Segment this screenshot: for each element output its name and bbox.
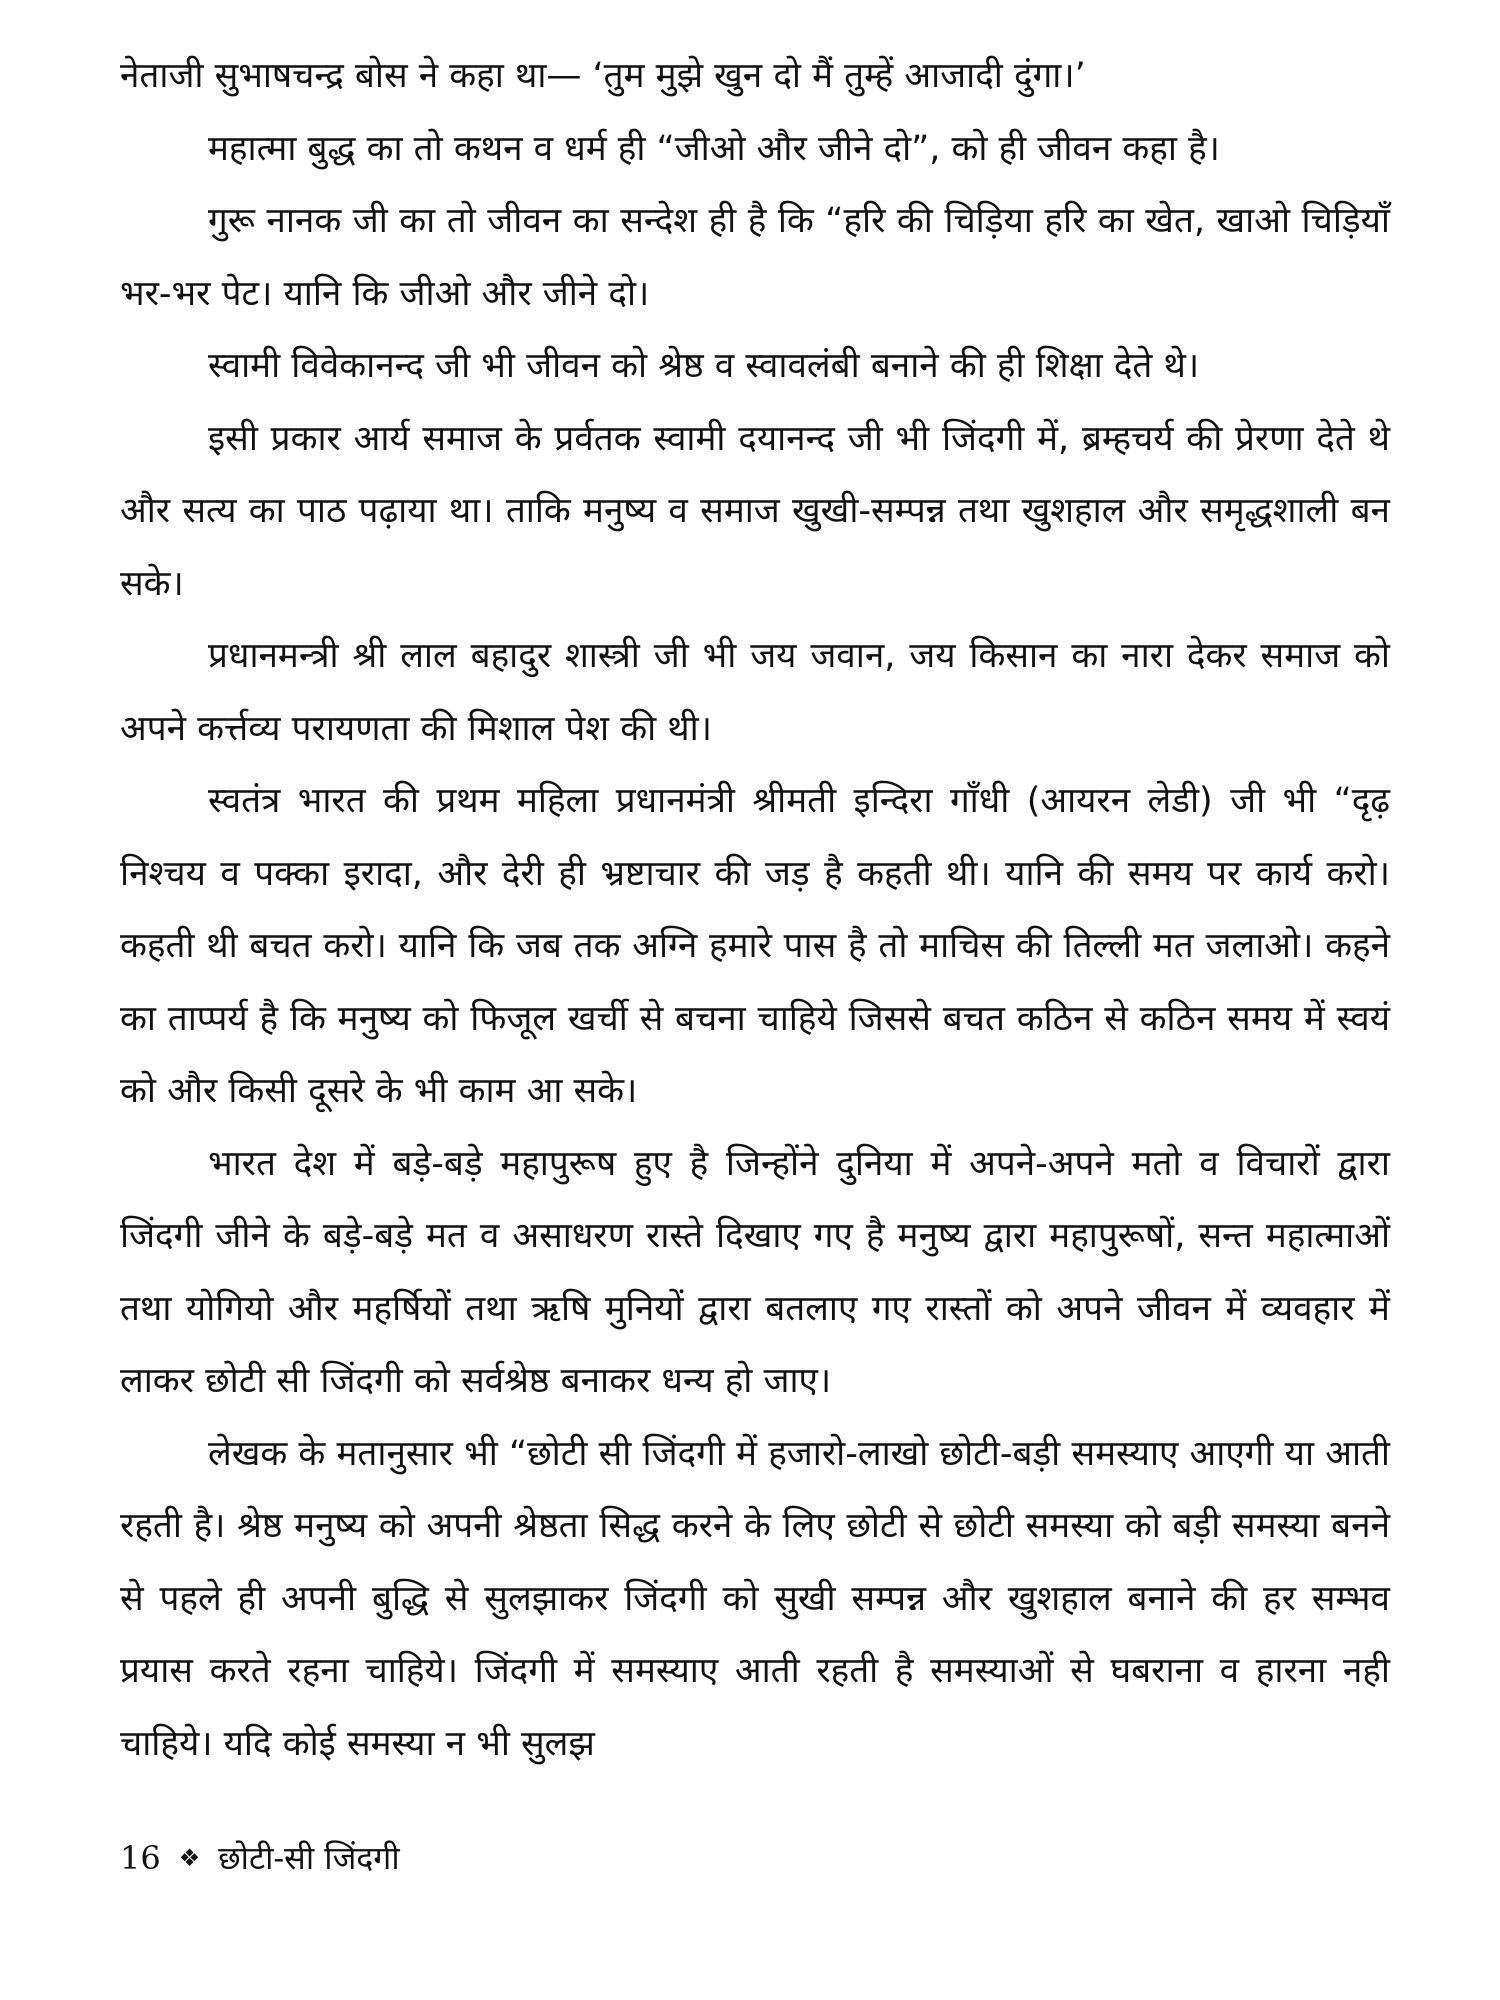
paragraph-dayanand: इसी प्रकार आर्य समाज के प्रर्वतक स्वामी दयानन्द जी भी जिंदगी में, ब्रम्हचर्य की प्रेरणा देते थे और सत्य का पाठ पढ़ाया था। ताकि मनुष्य व समाज खुखी-सम्पन्न तथा खुशहाल और समृद्धशाली बन सके। bbox=[120, 418, 1390, 604]
page-footer bbox=[120, 1836, 400, 1879]
paragraph-shastri: प्रधानमन्त्री श्री लाल बहादुर शास्त्री जी भी जय जवान, जय किसान का नारा देकर समाज को अपने कर्त्तव्य परायणता की मिशाल पेश की थी। bbox=[120, 636, 1390, 749]
book-title: छोटी-सी जिंदगी bbox=[218, 1839, 400, 1877]
paragraph-indira-gandhi: स्वतंत्र भारत की प्रथम महिला प्रधानमंत्री श्रीमती इन्दिरा गाँधी (आयरन लेडी) जी भी “दृढ़ निश्चय व पक्का इरादा, और देरी ही भ्रष्टाचार की जड़ है कहती थी। यानि की समय पर कार्य करो। कहती थी बचत करो। यानि कि जब तक अग्नि हमारे पास है तो माचिस की तिल्ली मत जलाओ। कहने का ताप्पर्य है कि मनुष्य को फिजूल खर्ची से बचना चाहिये जिससे बचत कठिन से कठिन समय में स्वयं को और किसी दूसरे के भी काम आ सके। bbox=[120, 781, 1390, 1111]
diamond-separator-icon: ❖ bbox=[178, 1843, 201, 1872]
paragraph-author-opinion: लेखक के मतानुसार भी “छोटी सी जिंदगी में हजारो-लाखो छोटी-बड़ी समस्याए आएगी या आती रहती है। श्रेष्ठ मनुष्य को अपनी श्रेष्ठता सिद्ध करने के लिए छोटी से छोटी समस्या को बड़ी समस्या बनने से पहले ही अपनी बुद्धि से सुलझाकर जिंदगी को सुखी सम्पन्न और खुशहाल बनाने की हर सम्भव प्रयास करते रहना चाहिये। जिंदगी में समस्याए आती रहती है समस्याओं से घबराना व हारना नही चाहिये। यदि कोई समस्या न भी सुलझ bbox=[120, 1433, 1390, 1764]
paragraph-vivekananda: स्वामी विवेकानन्द जी भी जीवन को श्रेष्ठ व स्वावलंबी बनाने की ही शिक्षा देते थे। bbox=[208, 346, 1200, 386]
paragraph-buddha: महात्मा बुद्ध का तो कथन व धर्म ही “जीओ और जीने दो”, को ही जीवन कहा है। bbox=[208, 128, 1220, 169]
page-number: 16 bbox=[120, 1838, 161, 1877]
page-body bbox=[120, 40, 1390, 1780]
paragraph-guru-nanak: गुरू नानक जी का तो जीवन का सन्देश ही है कि “हरि की चिड़िया हरि का खेत, खाओ चिड़ियाँ भर-भर पेट। यानि कि जीओ और जीने दो। bbox=[120, 201, 1390, 314]
paragraph-mahapurush: भारत देश में बड़े-बड़े महापुरूष हुए है जिन्होंने दुनिया में अपने-अपने मतो व विचारों द्वारा जिंदगी जीने के बड़े-बड़े मत व असाधरण रास्ते दिखाए गए है मनुष्य द्वारा महापुरूषों, सन्त महात्माओं तथा योगियो और महर्षियों तथा ऋषि मुनियों द्वारा बतलाए गए रास्तों को अपने जीवन में व्यवहार में लाकर छोटी सी जिंदगी को सर्वश्रेष्ठ बनाकर धन्य हो जाए। bbox=[120, 1143, 1390, 1401]
paragraph-netaji-quote: नेताजी सुभाषचन्द्र बोस ने कहा था— ‘तुम मुझे खुन दो मैं तुम्हें आजादी दुंगा।’ bbox=[120, 56, 1086, 96]
